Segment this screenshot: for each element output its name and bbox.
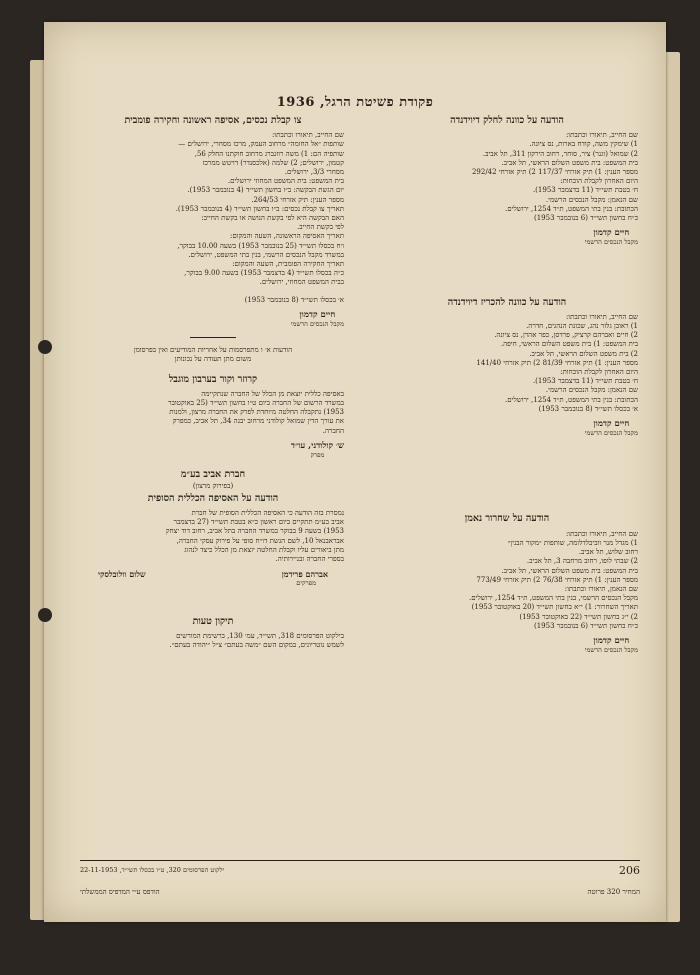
notice-line: בספרי החברה ובניירותיה.: [275, 554, 344, 563]
company-status: (בפירוק מרצון): [192, 481, 234, 490]
notice-line: מסחרי 3/3, ירושלים.: [284, 168, 344, 177]
signature-block: [82, 442, 344, 460]
signer-role: מפרק: [310, 451, 325, 460]
notice-line: מספר הענין: 1) תיק אזרחי 81/39 2) תיק אזרחי 141/40: [476, 358, 638, 367]
notice-line: תאריך צו קבלת נכסים: ב״ו בחשון תשי״ד (4 בנובמבר 1953).: [175, 204, 344, 213]
page-title: פקודת פשיטת הרגל, 1936: [276, 95, 434, 110]
signature-block: [82, 311, 344, 329]
notice-line: שם החייב, תיאורו וכתבתו:: [271, 131, 344, 140]
notice-line: החברה.: [322, 426, 344, 435]
signer-name: חיים קדמון: [593, 635, 630, 646]
notice-line: היום האחרון לקבלת הוכחות:: [560, 177, 638, 186]
notice-line: ו׳ח בכסלו תשי״ד (25 בנובמבר 1953) בשעה 10.00 בבוקר,: [177, 241, 344, 250]
notice-line: שם הנאמן: מקבל הנכסים הרשמי.: [545, 386, 638, 395]
notice-line: 1953) נתקבלה החלטה מיוחדת לפרק את החברה מרצון, ולמנות: [169, 408, 344, 417]
notice-line: 1953) בשעה 9 בבוקר במשרד החברה בתל אביב, רחוב דוד יצחק: [165, 527, 344, 536]
notice-line: 2) שמואל (וגנר) ציר, סוחר, רחוב הירקון 311, תל אביב.: [482, 149, 638, 158]
notice-line: ח׳ בטבת תשי״ד (11 בדצמבר 1953).: [532, 186, 638, 195]
notice-line: כ״ה בכסלו תשי״ד (4 בדצמבר 1953) בשעה 9.00 בבוקר,: [184, 269, 344, 278]
notice-date: א׳ בכסלו תשי״ד (8 בנובמבר 1953): [244, 295, 344, 304]
notice-line: תאריך החקירה הפומבית, השעה והמקום:: [232, 260, 344, 269]
left-column: [82, 114, 344, 650]
notice-body: [82, 632, 344, 650]
signer-name: חיים קדמון: [299, 309, 336, 320]
notice-line: מקבל הנכסים הרשמי, בנין בתי המשפט, ת״ד 1254, ירושלים.: [469, 594, 638, 603]
notice-line: רחוב שלוש, תל אביב.: [578, 548, 638, 557]
notice-line: בית המשפט: בית משפט השלום הראשי, תל אביב.: [501, 566, 638, 575]
notice-line: במשרד הרשום של החברה ביום ט״ו בחשון תשי״ד (25 באוקטובר: [168, 399, 344, 408]
notice-line: 2) שבתי לופו, רחוב מרחבה 3, תל אביב.: [526, 557, 638, 566]
signature-block: [376, 229, 638, 247]
signer-name: חיים קדמון: [593, 419, 630, 430]
notice-line: שם הנאמן: מקבל הנכסים הרשמי.: [545, 195, 638, 204]
notice-line: מספר הענין: תיק אזרחי 264/53.: [251, 195, 344, 204]
notice-body: [82, 509, 344, 564]
notice-line: במשרד מקבל הנכסים הרשמי, בנין בתי המשפט, ירושלים.: [188, 250, 344, 259]
punch-hole: [38, 608, 52, 622]
notice-line: שם החייב, תיאורו וכתבתו:: [565, 529, 638, 538]
notice-line: האם הבקשה היא לפי בקשת הנושה או בקשת החייב:: [201, 214, 344, 223]
notice-title: צו קבלת נכסים, אסיפה ראשונה וחקירה פומבית: [124, 115, 302, 126]
document-page: [44, 22, 666, 922]
notice-line: מספר הענין: 1) תיק אזרחי 76/38 2) תיק אזרחי 773/49: [476, 575, 638, 584]
signer-role: מקבל הנכסים הרשמי: [290, 320, 344, 329]
notice-line: בית המשפט: בית משפט השלום הראשי, תל אביב.: [501, 158, 638, 167]
notice-title: הודעה על שחרור נאמן: [464, 513, 550, 525]
notice-line: אביב בע״מ תתקיים ביום ראשון כ״א בטבת תשי״ד (27 בדצמבר: [173, 518, 344, 527]
notice-line: 1) ראובן גלזר נהג, שכונת הנהגים, חדרה.: [526, 322, 638, 331]
notice-line: ח׳ בטבת תשי״ד (11 בדצמבר 1953).: [532, 377, 638, 386]
notice-line: בילקוט הפרסומים 318, תשי״ד, עמ׳ 130, ברשימת המורשים: [176, 631, 344, 640]
notice-line: את עורך הדין שמואל קולודני מרחוב יבנה 34, תל אביב, כמפרק: [172, 417, 344, 426]
notice-body: [82, 131, 344, 305]
notice-line: הכתובת: בנין בתי המשפט, ת״ד 1254, ירושלים.: [505, 204, 638, 213]
notice-body: [82, 390, 344, 436]
notice-line: שם החייב, תיאורו וכתבתו:: [565, 131, 638, 140]
signer-name: אברהם פרידמן: [281, 569, 328, 580]
signer-role: מקבל הנכסים הרשמי: [584, 429, 638, 438]
notice-title: קרוזר וקור בערבון מוגבל: [168, 373, 258, 385]
signature-block: [376, 420, 638, 438]
footer-rule: [80, 860, 640, 861]
signature-pair: [82, 570, 344, 579]
notice-line: מספר הענין: 1) תיק אזרחי 117/37 2) תיק אזרחי 292/42: [471, 168, 638, 177]
notice-date: כ״ח בחשון תשי״ד (6 בנובמבר 1953): [533, 214, 638, 223]
price-label: המחיר 320 פרוטה: [587, 888, 640, 896]
notice-title: תיקון טעות: [192, 615, 234, 627]
signer-role: מקבל הנכסים הרשמי: [584, 238, 638, 247]
notice-line: מתן ביאורים עליו וקבלת החלטה יוצאת מן הכלל כיצד לנהוג: [184, 545, 344, 554]
notice-line: בבית המשפט המחוזי, ירושלים.: [259, 278, 344, 287]
right-column: [376, 114, 638, 655]
notice-line: קטמון, ירושלים; 2) שלמה (אלכסנדר) דויטש ממרכז: [202, 158, 344, 167]
signer-name: חיים קדמון: [593, 228, 630, 239]
notice-line: אבראבנאל 10, לשם הגשת דו״ח סופי על פירוק עסקי החברה,: [176, 536, 344, 545]
notice-line: 2) בית משפט השלום הראשי, תל אביב.: [529, 349, 638, 358]
notice-title: הודעה על כוונה להכריז דיוידנדה: [447, 296, 567, 308]
publication-reference: ילקוט הפרסומים 320, ט״ו בכסלו תשי״ד, 22-11-1953: [80, 866, 225, 874]
section-divider: [190, 337, 236, 338]
notice-line: בית המשפט: בית המשפט המחוזי ירושלים.: [227, 177, 344, 186]
notice-body: [376, 313, 638, 414]
notice-line: נמסרת בזה הודעה כי האסיפה הכללית הסופית של חברת: [191, 508, 344, 517]
notice-date: א׳ בכסלו תשי״ד (8 בנובמבר 1953): [538, 404, 638, 413]
notice-line: 1) מגדל מנר ווביבלדלומה, שותפות ״מקור הבנין״: [507, 538, 638, 547]
disclaimer-line: משום מתן תעודה על נכונותן: [174, 355, 252, 364]
notice-line: יום הגשת הבקשה: ב״ו בחשון תשי״ד (4 בנובמבר 1953).: [187, 186, 344, 195]
notice-line: שם הנאמן, תיאורו וכתבתו:: [564, 584, 638, 593]
signer-name: ש׳ קולודני, עו״ד: [290, 440, 344, 451]
notice-date: כ״ח בחשון תשי״ד (6 בנובמבר 1953): [533, 621, 638, 630]
notice-line: בית המשפט: 1) בית משפט השלום הראשי, חיפה.: [500, 340, 638, 349]
signer-roles: [82, 579, 344, 588]
disclaimer: [82, 346, 344, 364]
punch-hole: [38, 340, 52, 354]
notice-line: 2) י״ג בחשון תשי״ד (22 באוקטובר 1953): [519, 612, 638, 621]
signature-block: [376, 637, 638, 655]
signer-name: שלום וולובלסקי: [98, 569, 146, 580]
notice-body: [376, 530, 638, 631]
notice-line: לשמש נוטריונים, במקום השם ״משה בעתם״ צ״ל ״יהודה בעתם״.: [169, 640, 344, 649]
notice-line: 1) שימקין משה, קודח בארות, נס ציונה.: [529, 140, 638, 149]
notice-line: היום האחרון לקבלת הוכחות:: [560, 368, 638, 377]
notice-line: תאריך האסיפה הראשונה, השעה והמקום:: [230, 232, 344, 241]
signer-role: מפרקים: [296, 579, 316, 588]
notice-line: לפי בקשת החייב.: [296, 223, 344, 232]
disclaimer-line: הודעות א׳ ו מתפרסמות על אחריות המודיעים ואין בפרסומן: [133, 346, 293, 355]
notice-line: באסיפה כללית יוצאת מן הכלל של החברה שנתקיימה: [201, 389, 344, 398]
notice-title: הודעה על כוונה לחלק דיוידנדה: [450, 115, 564, 126]
notice-line: שותפות ״אל החומה״ מרחוב העמק, מרכז מסחרי, ירושלים —: [178, 140, 344, 149]
notice-line: שותפיה הם: 1) משה רוזנברג מרחוב חוקתנו החלק 56,: [194, 149, 344, 158]
printer-label: הודפס ע״י המדפיס הממשלתי: [80, 888, 160, 896]
notice-line: הכתובת: בנין בתי המשפט, ת״ד 1254, ירושלים.: [505, 395, 638, 404]
notice-line: 2) חיים ואברהם קרציק, פרדסן, כפר אהרן, נס ציונה.: [494, 331, 638, 340]
notice-body: [376, 131, 638, 223]
notice-title: הודעה על האסיפה הכללית הסופית: [147, 492, 279, 504]
notice-line: שם החייב, תיאורו וכתבתו:: [565, 312, 638, 321]
page-number: 206: [619, 864, 640, 877]
signer-role: מקבל הנכסים הרשמי: [584, 646, 638, 655]
notice-line: תאריך השחרור: 1) י״א בחשון תשי״ד (20 באוקטובר 1953): [471, 603, 638, 612]
company-name: חברת אביב בע״מ: [180, 469, 246, 481]
